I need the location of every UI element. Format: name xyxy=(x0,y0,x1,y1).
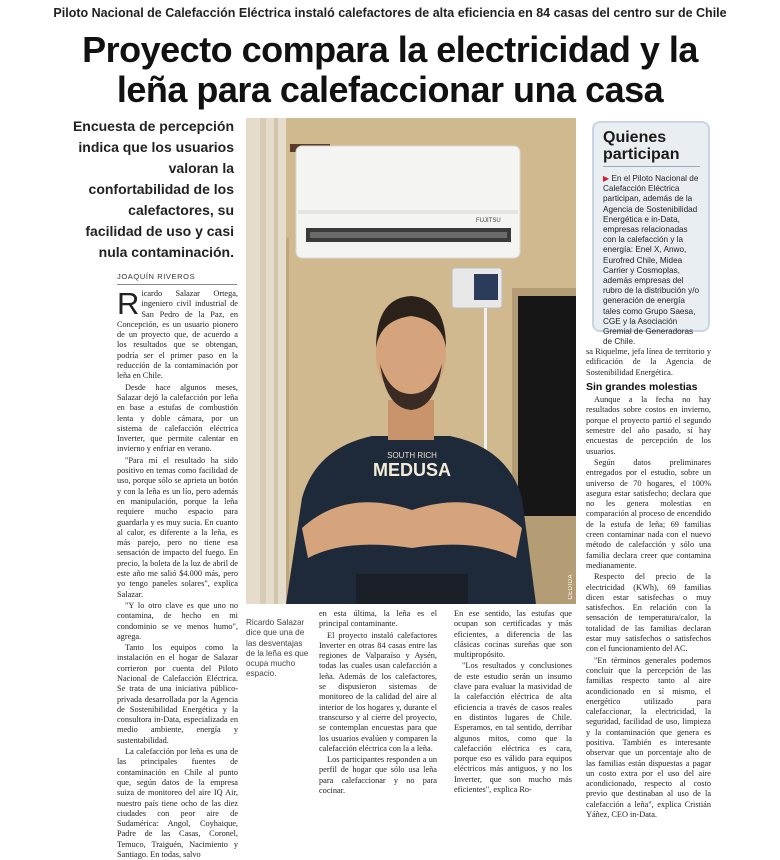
article-paragraph: Desde hace algunos meses, Salazar dejó la calefacción por leña en base a estufas de combustión lenta y doble cámara, por un sistema de calefacción eléctrica Inverter, que permite calentar en invierno y enfriar en verano. xyxy=(117,382,238,454)
article-column-2 xyxy=(319,609,437,796)
ac-brand-label: FUJITSU xyxy=(476,218,501,224)
article-paragraph: Tanto los equipos como la instalación en el hogar de Salazar corrieron por cuenta del Piloto Nacional de Calefacción Eléctrica. Se trata de una iniciativa público-privada desarrollada por la Agencia de Sostenibilidad Energética y la consultora in-Data, especializada en medio ambiente, energía y sustentabilidad. xyxy=(117,643,238,745)
sidebar-box xyxy=(592,121,710,347)
article-column-3 xyxy=(454,609,572,795)
article-paragraph: Respecto del precio de la electricidad (KWh), 69 familias dicen estar satisfechas o muy satisfechos. En relación con la sensación de temperatura/calor, la totalidad de las familias declaran estar muy satisfechos o satisfechos con el funcionamiento del AC. xyxy=(586,572,711,654)
article-paragraph: El proyecto instaló calefactores Inverter en otras 84 casas entre las regiones de Valparaíso y Aysén, todas las cuales usan calefacción a leña. Además de los calefactores, se dispusieron sistemas de monitoreo de la calidad del aire al interior de los hogares y, durante el transcurso y al cierre del proyecto, se contemplan encuestas para que los usuarios evalúen y comparen la calefacción eléctrica con la a leña. xyxy=(319,630,437,753)
photo-caption: Ricardo Salazar dice que una de las desventajas de la leña es que ocupa mucho espacio. xyxy=(246,618,309,679)
headline-line-2: leña para calefaccionar una casa xyxy=(116,69,664,110)
shirt-small-text: SOUTH RICH xyxy=(387,451,437,460)
article-paragraph: "Para mí el resultado ha sido positivo en temas como facilidad de uso, porque sólo se aprieta un botón y con la leña es un lío, pero además en manipulación, porque la leña requiere mucho espacio para guardarla y es muy sucia. En cuanto al calor, es diferente a la leña, es más parejo, pero no tiene esa sensación de impacto del fuego. En precio, la boleta de la luz de abril de este año me salió $4.000 más, pero yo tengo paneles solares", explica Salazar. xyxy=(117,455,238,599)
article-paragraph: Ricardo Salazar Ortega, ingeniero civil industrial de San Pedro de la Paz, en Concepción, es un usuario pionero de un proyecto que, de acuerdo a los resultados que se obtengan, podría ser el primer paso en la reducción de la contaminación por leña en Chile. xyxy=(117,286,238,381)
article-column-1 xyxy=(117,286,238,860)
article-paragraph: "Y lo otro clave es que uno no contamina, de hecho en mi condominio se ve menos humo", agrega. xyxy=(117,600,238,641)
lead-summary: Encuesta de percepción indica que los usuarios valoran la confortabilidad de los calefactores, su facilidad de uso y casi nula contaminación. xyxy=(72,118,234,260)
bullet-arrow-icon: ▶ xyxy=(603,174,610,183)
article-paragraph: "En términos generales podemos concluir que la percepción de las familias respecto tanto al aire acondicionado en sí mismo, el energético utilizado para calefaccionar, la electricidad, la seguridad, facilidad de uso, limpieza y la contaminación que genera es positiva. También es interesante observar que un porcentaje alto de las familias están dispuestas a pagar un costo extra por el uso del aire acondicionado, respecto al costo previo que destinaban al uso de la calefacción a leña", explica Cristián Yáñez, CEO in-Data. xyxy=(586,655,711,820)
article-paragraph: La calefacción por leña es una de las principales fuentes de contaminación en Chile al punto que, según datos de la empresa suiza de monitoreo del aire IQ Air, nuestro país tiene ocho de las diez ciudades con peor aire de Sudamérica: Angol, Coyhaique, Padre de las Casas, Coronel, Temuco, Traiguén, Nacimiento y Santiago. En todas, salvo xyxy=(117,747,238,860)
headline-line-1: Proyecto compara la electricidad y la xyxy=(82,29,698,70)
byline: JOAQUÍN RIVEROS xyxy=(117,272,196,281)
photo-credit: CEDIDA xyxy=(568,574,574,600)
sidebar-title-line-2: participan xyxy=(603,146,680,163)
article-paragraph: Según datos preliminares entregados por el estudio, sobre un universo de 70 hogares, el 100% asegura estar satisfecho; declara que no les genera molestias en comparación al proceso de encendido de la estufa de leña; 69 familias creen contaminar nada con el nuevo método de calefacción y sólo una familia declara creer que contamina medianamente. xyxy=(586,457,711,570)
sidebar-title-line-1: Quienes xyxy=(603,129,667,146)
supra-headline: Piloto Nacional de Calefacción Eléctrica instaló calefactores de alta eficiencia en 84 casas del centro sur de Chile xyxy=(53,6,727,20)
sidebar-box-body: En el Piloto Nacional de Calefacción Eléctrica participan, además de la Agencia de Sostenibilidad Energética e in-Data, empresas relacionadas con la calefacción y la energía: Enel X, Anwo, Eurofred Chile, Midea Carrier y Cosmoplas, además empresas del rubro de la distribución y/o generación de energía tales como Grupo Saesa, CGE y la Asociación Gremial de Generadoras de Chile. xyxy=(603,174,700,347)
headline xyxy=(60,30,720,110)
sidebar-box-divider xyxy=(603,166,700,167)
article-photo xyxy=(246,118,576,604)
photo-illustration xyxy=(246,118,576,604)
article-paragraph: "Los resultados y conclusiones de este estudio serán un insumo clave para evaluar la masividad de la calefacción eléctrica de alta eficiencia a través de casos reales en distintos lugares de Chile. Esperamos, en tal sentido, derribar algunos mitos, como que la calefacción eléctrica es cara, porque eso es válido para equipos eléctricos más antiguos, y no los Inverter, que son mucho más eficientes", explica Ro- xyxy=(454,661,572,795)
article-paragraph: sa Riquelme, jefa línea de territorio y edificación de la Agencia de Sostenibilidad Energética. xyxy=(586,347,711,377)
shirt-main-text: MEDUSA xyxy=(372,460,452,480)
byline-divider xyxy=(117,284,237,285)
article-paragraph: Los participantes responden a un perfil de hogar que sólo usa leña para calefaccionar y no para cocinar. xyxy=(319,755,437,796)
article-paragraph: En ese sentido, las estufas que ocupan son certificadas y más eficientes, a diferencia de las clásicas cocinas sureñas que son multipropósito. xyxy=(454,609,572,660)
sidebar-box-text xyxy=(603,174,701,347)
subheading: Sin grandes molestias xyxy=(586,380,698,393)
article-column-4 xyxy=(586,347,711,820)
sidebar-box-title xyxy=(603,129,708,163)
article-paragraph: Aunque a la fecha no hay resultados sobre costos en invierno, porque el proyecto partió el segundo semestre del año pasado, sí hay encuestas de percepción de los usuarios. xyxy=(586,395,711,456)
article-paragraph: en esta última, la leña es el principal contaminante. xyxy=(319,609,437,629)
